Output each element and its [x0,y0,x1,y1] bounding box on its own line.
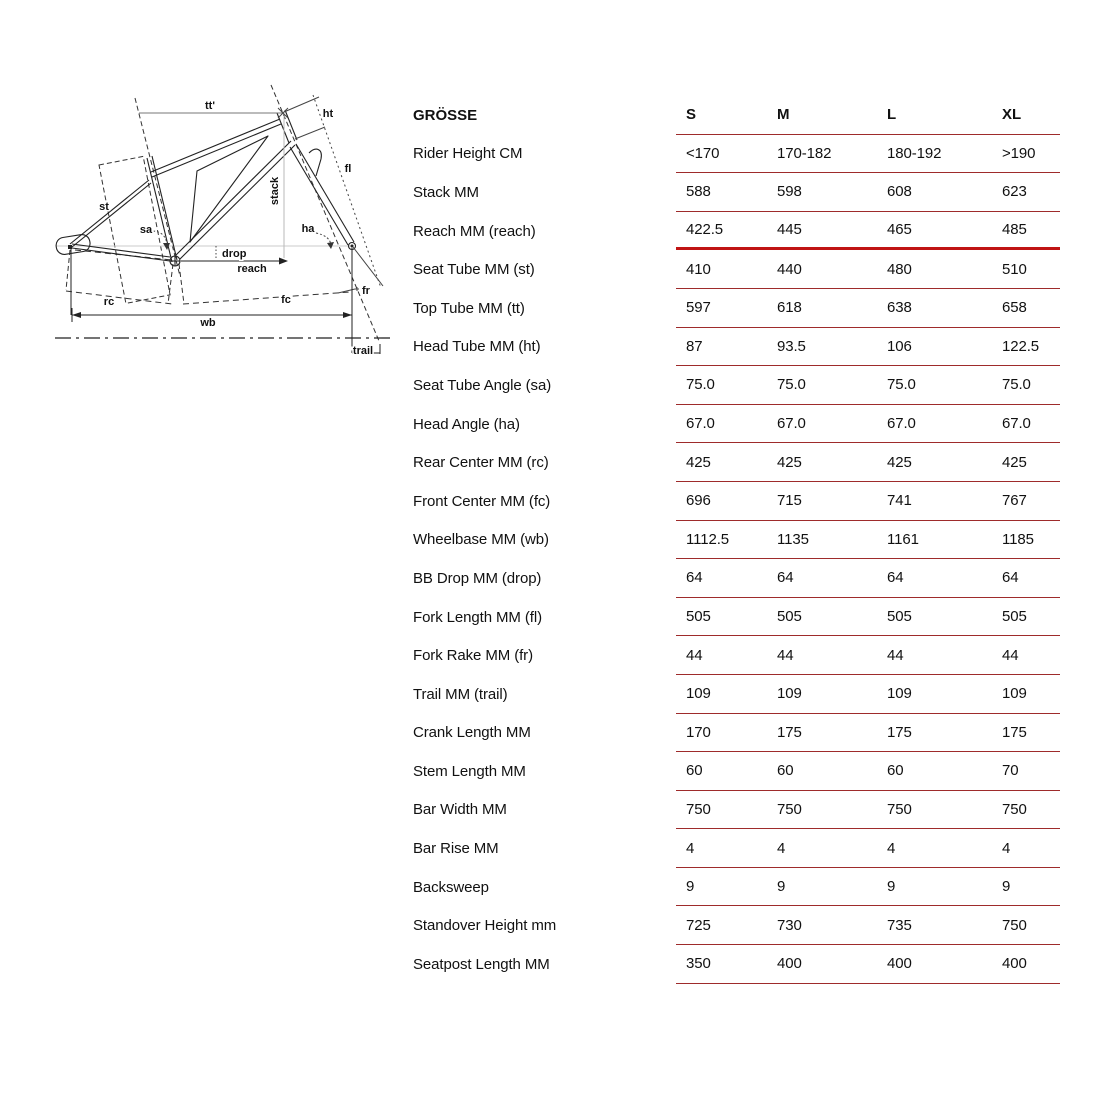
row-label: Head Angle (ha) [413,415,520,433]
value-cell: 109 [777,685,802,703]
value-cell: 9 [686,878,695,896]
front-center-line [183,292,350,304]
column-header-l: L [887,106,897,124]
row-label: Bar Width MM [413,801,507,819]
value-cell: 465 [887,221,912,239]
value-cell: 505 [1002,608,1027,626]
table-row [413,791,1060,830]
fork-length-dim-line [313,95,381,288]
value-cell: 767 [1002,492,1027,510]
value-cell: 122.5 [1002,337,1040,355]
value-cell: 9 [1002,878,1011,896]
value-cell: 400 [1002,955,1027,973]
bottom-bracket [170,256,180,266]
value-cell: 60 [777,762,794,780]
value-cell: 485 [1002,221,1027,239]
table-row [413,714,1060,753]
head-tube-dim-ticks [284,97,383,286]
label-front-center: fc [281,294,291,306]
value-cell: 505 [887,608,912,626]
value-cell: 425 [887,453,912,471]
label-seat-angle: sa [139,224,153,236]
value-cell: 588 [686,183,711,201]
value-cell: 64 [686,569,703,587]
head-angle-arc [316,233,334,249]
value-cell: 1112.5 [686,530,730,548]
value-cell: 44 [686,646,703,664]
value-cell: 75.0 [1002,376,1031,394]
value-cell: 350 [686,955,711,973]
value-cell: 715 [777,492,802,510]
row-label: Standover Height mm [413,917,557,935]
value-cell: 735 [887,916,912,934]
value-cell: 658 [1002,299,1027,317]
value-cell: 175 [777,723,802,741]
value-cell: 109 [1002,685,1027,703]
value-cell: 445 [777,221,802,239]
value-cell: 4 [777,839,786,857]
row-label: Top Tube MM (tt) [413,299,525,317]
table-row [413,752,1060,791]
label-seat-tube: st [99,201,109,213]
value-cell: 60 [686,762,703,780]
row-label: Stem Length MM [413,762,526,780]
bb-dropper-a [168,264,173,304]
table-row [413,173,1060,212]
value-cell: 618 [777,299,802,317]
column-header-m: M [777,106,790,124]
value-cell: 70 [1002,762,1019,780]
value-cell: 4 [887,839,896,857]
value-cell: 623 [1002,183,1027,201]
value-cell: 638 [887,299,912,317]
value-cell: 175 [1002,723,1027,741]
value-cell: 480 [887,260,912,278]
row-label: Backsweep [413,878,489,896]
row-label: Wheelbase MM (wb) [413,531,549,549]
value-cell: 750 [1002,800,1027,818]
value-cell: 425 [686,453,711,471]
row-label: Crank Length MM [413,724,531,742]
label-reach: reach [237,263,267,275]
frame-outline [55,110,356,266]
row-label: Rider Height CM [413,145,523,163]
value-cell: 730 [777,916,802,934]
fork-arch [309,149,321,176]
table-row [413,906,1060,945]
label-head-angle: ha [301,223,315,235]
value-cell: 750 [887,800,912,818]
value-cell: 9 [777,878,786,896]
label-rear-center: rc [103,296,115,308]
geometry-table [413,96,1060,984]
value-cell: 109 [686,685,711,703]
value-cell: 440 [777,260,802,278]
value-cell: >190 [1002,144,1036,162]
row-label: Trail MM (trail) [413,685,508,703]
table-row [413,443,1060,482]
value-cell: 67.0 [686,415,715,433]
table-row [413,289,1060,328]
value-cell: 725 [686,916,711,934]
value-cell: 44 [887,646,904,664]
fork [290,144,354,245]
row-label: Head Tube MM (ht) [413,338,541,356]
value-cell: 44 [1002,646,1019,664]
value-cell: 400 [887,955,912,973]
row-label: Front Center MM (fc) [413,492,551,510]
seat-tube-axis [135,98,180,276]
value-cell: 75.0 [777,376,806,394]
value-cell: 696 [686,492,711,510]
row-label: Seat Tube MM (st) [413,261,535,279]
row-label: Stack MM [413,183,479,201]
label-top-tube: tt' [205,100,215,112]
value-cell: 750 [686,800,711,818]
label-fork-length: fl [344,163,352,175]
label-fork-rake: fr [362,285,370,297]
value-cell: 106 [887,337,912,355]
label-head-tube: ht [322,108,334,120]
label-bb-drop: drop [222,248,247,260]
value-cell: 67.0 [1002,415,1031,433]
value-cell: 750 [777,800,802,818]
value-cell: 93.5 [777,337,806,355]
value-cell: 64 [887,569,904,587]
seat-tube-measure-box [99,156,170,303]
row-label: Seatpost Length MM [413,955,550,973]
value-cell: 4 [1002,839,1011,857]
table-row [413,945,1060,984]
header-values [676,96,1060,135]
row-label: Bar Rise MM [413,840,499,858]
value-cell: 608 [887,183,912,201]
value-cell: 9 [887,878,896,896]
value-cell: 598 [777,183,802,201]
value-cell: 1135 [777,530,809,548]
table-row [413,868,1060,907]
table-row-highlighted [413,212,1060,251]
value-cell: 175 [887,723,912,741]
table-row [413,250,1060,289]
table-row [413,405,1060,444]
table-row [413,636,1060,675]
row-label: Fork Rake MM (fr) [413,647,533,665]
value-cell: 109 [887,685,912,703]
value-cell: 44 [777,646,794,664]
row-label: Fork Length MM (fl) [413,608,542,626]
bike-geometry-diagram [0,0,440,400]
value-cell: 410 [686,260,711,278]
top-tube [151,119,281,177]
head-tube [277,110,297,143]
label-stack: stack [269,176,281,206]
value-cell: 422.5 [686,221,724,239]
rear-axle [68,245,72,249]
column-header-s: S [686,106,697,124]
size-header: GRÖSSE [413,106,478,124]
seat-angle-arc [153,231,170,250]
value-cell: 597 [686,299,711,317]
value-cell: 64 [1002,569,1019,587]
value-cell: <170 [686,144,720,162]
value-cell: 75.0 [686,376,715,394]
table-header-row [413,96,1060,135]
value-cell: 87 [686,337,703,355]
value-cell: 170 [686,723,711,741]
value-cell: 170-182 [777,144,832,162]
value-cell: 741 [887,492,912,510]
row-label: BB Drop MM (drop) [413,569,542,587]
label-wheelbase: wb [200,317,216,329]
label-trail: trail [352,345,374,357]
table-row [413,675,1060,714]
value-cell: 180-192 [887,144,942,162]
table-row [413,521,1060,560]
bb-dropper-b [179,264,184,304]
table-row [413,598,1060,637]
table-row [413,829,1060,868]
value-cell: 4 [686,839,695,857]
row-label: Rear Center MM (rc) [413,454,549,472]
value-cell: 1161 [887,530,919,548]
value-cell: 67.0 [777,415,806,433]
value-cell: 67.0 [887,415,916,433]
seatstay [70,180,151,247]
value-cell: 60 [887,762,904,780]
value-cell: 425 [777,453,802,471]
value-cell: 64 [777,569,794,587]
value-cell: 425 [1002,453,1027,471]
value-cell: 400 [777,955,802,973]
row-label: Seat Tube Angle (sa) [413,376,552,394]
row-label: Reach MM (reach) [413,222,536,240]
table-row [413,559,1060,598]
table-row [413,135,1060,174]
frame-inner-cutout [190,136,268,242]
value-cell: 505 [686,608,711,626]
table-row [413,328,1060,367]
value-cell: 505 [777,608,802,626]
value-cell: 75.0 [887,376,916,394]
rear-axle-dropper [66,250,70,290]
value-cell: 750 [1002,916,1027,934]
table-row [413,482,1060,521]
column-header-xl: XL [1002,106,1022,124]
table-row [413,366,1060,405]
value-cell: 510 [1002,260,1027,278]
value-cell: 1185 [1002,530,1034,548]
